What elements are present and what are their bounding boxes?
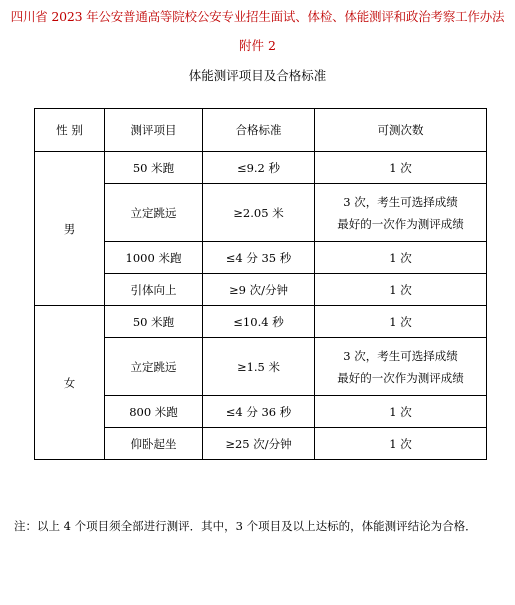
times-line-1: 3 次，考生可选择成绩: [343, 194, 458, 209]
times-line-1: 3 次，考生可选择成绩: [343, 348, 458, 363]
standard-cell: ≤9.2 秒: [203, 152, 315, 184]
table-row: [35, 152, 487, 184]
times-cell: [315, 338, 487, 396]
column-header-standard: 合格标准: [203, 109, 315, 152]
gender-cell-male: 男: [35, 152, 105, 306]
standard-cell: ≥1.5 米: [203, 338, 315, 396]
times-cell: 1 次: [315, 152, 487, 184]
times-line-2: 最好的一次作为测评成绩: [337, 370, 464, 385]
document-header-title: 四川省 2023 年公安普通高等院校公安专业招生面试、体检、体能测评和政治考察工作办法: [10, 9, 505, 24]
standard-cell: ≤4 分 35 秒: [203, 242, 315, 274]
times-line-2: 最好的一次作为测评成绩: [337, 216, 464, 231]
item-cell: 引体向上: [105, 274, 203, 306]
column-header-times: 可测次数: [315, 109, 487, 152]
item-cell: 50 米跑: [105, 152, 203, 184]
standard-cell: ≤4 分 36 秒: [203, 396, 315, 428]
times-cell: 1 次: [315, 428, 487, 460]
standard-cell: ≥9 次/分钟: [203, 274, 315, 306]
footnote: 注：以上 4 个项目须全部进行测评．其中，3 个项目及以上达标的，体能测评结论为合格．: [14, 519, 477, 533]
times-cell: 1 次: [315, 396, 487, 428]
table-title: 体能测评项目及合格标准: [188, 68, 327, 83]
item-cell: 50 米跑: [105, 306, 203, 338]
gender-cell-female: 女: [35, 306, 105, 460]
standard-cell: ≥2.05 米: [203, 184, 315, 242]
item-cell: 立定跳远: [105, 338, 203, 396]
item-cell: 立定跳远: [105, 184, 203, 242]
standard-cell: ≤10.4 秒: [203, 306, 315, 338]
times-cell: 1 次: [315, 306, 487, 338]
table-header-row: [35, 109, 487, 152]
item-cell: 仰卧起坐: [105, 428, 203, 460]
item-cell: 1000 米跑: [105, 242, 203, 274]
times-cell: 1 次: [315, 242, 487, 274]
item-cell: 800 米跑: [105, 396, 203, 428]
attachment-label: 附件 2: [239, 38, 276, 53]
times-cell: 1 次: [315, 274, 487, 306]
standards-table: [34, 108, 487, 460]
times-cell: [315, 184, 487, 242]
column-header-item: 测评项目: [105, 109, 203, 152]
column-header-gender: 性 别: [35, 109, 105, 152]
table-row: [35, 306, 487, 338]
standard-cell: ≥25 次/分钟: [203, 428, 315, 460]
